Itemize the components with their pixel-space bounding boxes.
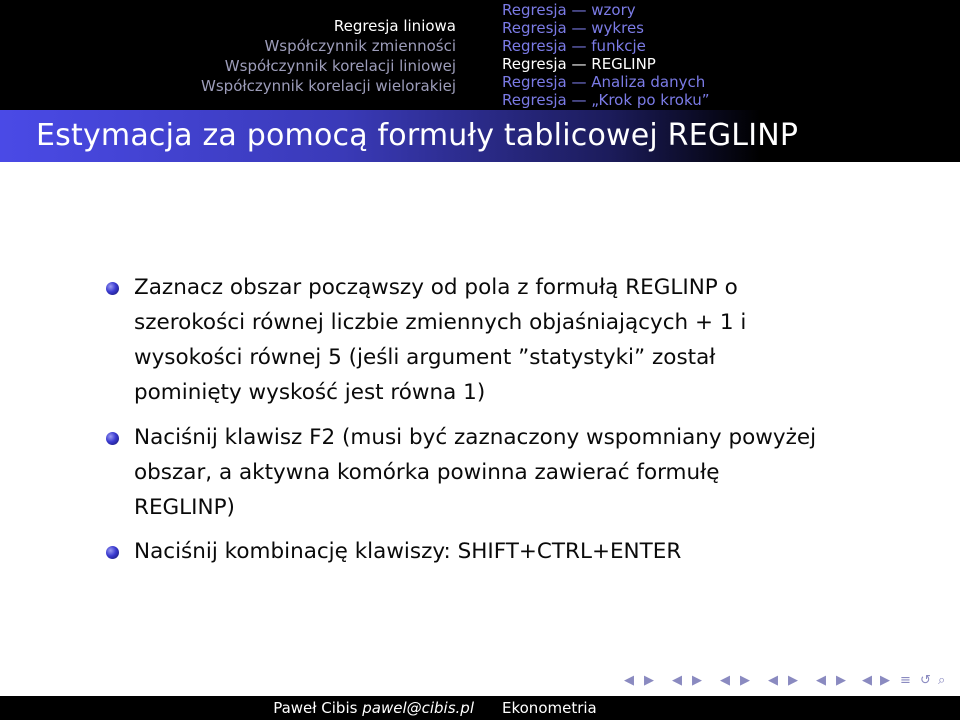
next-slide-icon[interactable]: ▶: [644, 673, 654, 688]
bullet-icon: [106, 546, 119, 559]
next-frame-icon[interactable]: ▶: [692, 673, 702, 688]
nav-section-regresja-liniowa[interactable]: Regresja liniowa: [333, 17, 456, 35]
footer-author: Paweł Cibis: [273, 699, 358, 717]
footer-author-block: [0, 696, 474, 720]
footer-email: pawel@cibis.pl: [362, 699, 474, 717]
nav-section-korelacji-liniowej[interactable]: Współczynnik korelacji liniowej: [224, 57, 456, 75]
prev-slide-icon[interactable]: ◀: [624, 673, 634, 688]
nav-subsection-analiza-danych[interactable]: Regresja — Analiza danych: [502, 73, 706, 91]
prev-appendix-icon[interactable]: ◀: [816, 673, 826, 688]
nav-subsection-krok-po-kroku[interactable]: Regresja — „Krok po kroku”: [502, 91, 710, 109]
undo-icon[interactable]: ↺: [920, 673, 931, 688]
next-appendix-icon[interactable]: ▶: [836, 673, 846, 688]
search-icon[interactable]: ⌕: [938, 673, 946, 688]
nav-subsection-wykres[interactable]: Regresja — wykres: [502, 19, 644, 37]
toc-icon[interactable]: ≡: [900, 673, 911, 688]
next-subsection-icon[interactable]: ▶: [740, 673, 750, 688]
bullet-icon: [106, 282, 119, 295]
nav-subsection-funkcje[interactable]: Regresja — funkcje: [502, 37, 646, 55]
nav-subsection-wzory[interactable]: Regresja — wzory: [502, 1, 636, 19]
back-icon[interactable]: ◀: [862, 673, 872, 688]
frame-title: Estymacja za pomocą formuły tablicowej REGLINP: [36, 118, 799, 153]
prev-section-icon[interactable]: ◀: [768, 673, 778, 688]
nav-subsection-reglinp[interactable]: Regresja — REGLINP: [502, 55, 656, 73]
nav-section-wspolczynnik-zmiennosci[interactable]: Współczynnik zmienności: [264, 37, 456, 55]
bullet-icon: [106, 432, 119, 445]
nav-section-korelacji-wielorakiej[interactable]: Współczynnik korelacji wielorakiej: [201, 77, 456, 95]
beamer-navigation-symbols: [624, 668, 954, 694]
bullet-item-2: Naciśnij klawisz F2 (musi być zaznaczony wspomniany powyżej obszar, a aktywna komórka powinna zawierać formułę REGLINP): [134, 425, 817, 520]
prev-subsection-icon[interactable]: ◀: [720, 673, 730, 688]
footer-bar: [0, 696, 960, 720]
prev-frame-icon[interactable]: ◀: [672, 673, 682, 688]
bullet-item-3: Naciśnij kombinację klawiszy: SHIFT+CTRL+ENTER: [134, 539, 682, 564]
footer-title: Ekonometria: [502, 699, 597, 717]
bullet-item-1: Zaznacz obszar począwszy od pola z formułą REGLINP o szerokości równej liczbie zmiennych objaśniających + 1 i wysokości równej 5 (jeśli argument ”statystyki” został pominięty wyskość jest równa 1): [134, 275, 747, 405]
forward-icon[interactable]: ▶: [880, 673, 890, 688]
next-section-icon[interactable]: ▶: [788, 673, 798, 688]
